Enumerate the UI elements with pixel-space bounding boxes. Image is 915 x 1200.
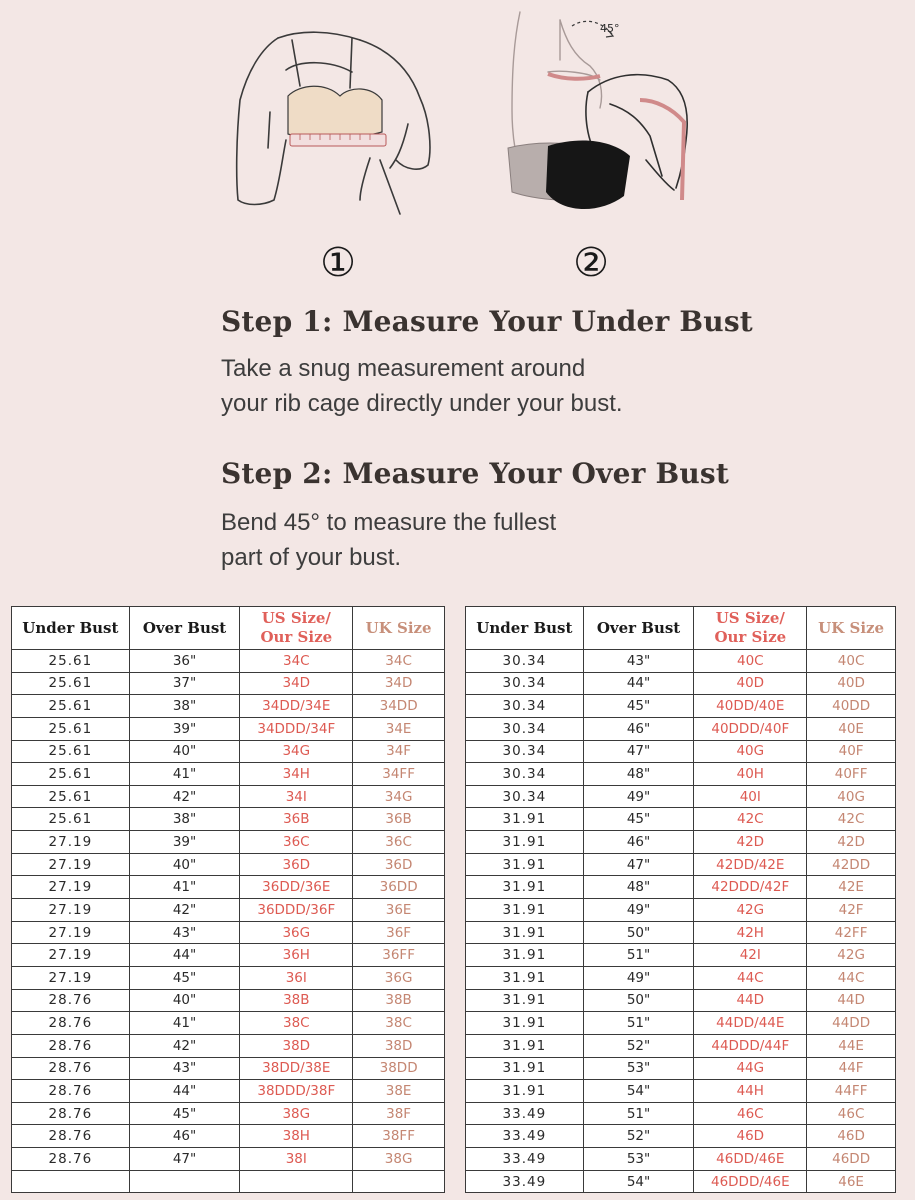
bra-shape bbox=[288, 86, 382, 137]
us-size-cell: 46DDD/46E bbox=[694, 1170, 807, 1193]
table-row bbox=[12, 672, 445, 695]
table-row bbox=[12, 1125, 445, 1148]
under-bust-cell: 25.61 bbox=[12, 717, 130, 740]
table-row bbox=[466, 1034, 896, 1057]
uk-size-cell: 46DD bbox=[807, 1148, 896, 1171]
table-row bbox=[466, 831, 896, 854]
over-bust-cell: 52" bbox=[583, 1034, 694, 1057]
over-bust-cell: 51" bbox=[583, 1012, 694, 1035]
us-size-cell: 34I bbox=[240, 785, 353, 808]
step-2-title: Step 2: Measure Your Over Bust bbox=[221, 457, 730, 490]
step-1-line-2: your rib cage directly under your bust. bbox=[221, 390, 623, 417]
under-bust-cell: 30.34 bbox=[466, 717, 584, 740]
table-row bbox=[466, 763, 896, 786]
uk-size-cell: 44FF bbox=[807, 1080, 896, 1103]
over-bust-cell: 47" bbox=[583, 853, 694, 876]
uk-size-cell: 44E bbox=[807, 1034, 896, 1057]
under-bust-cell: 30.34 bbox=[466, 650, 584, 673]
uk-size-cell: 44C bbox=[807, 966, 896, 989]
over-bust-cell: 39" bbox=[129, 717, 240, 740]
table-row bbox=[12, 808, 445, 831]
over-bust-cell: 38" bbox=[129, 695, 240, 718]
uk-size-cell: 34C bbox=[353, 650, 445, 673]
table-row bbox=[466, 717, 896, 740]
table-row bbox=[12, 717, 445, 740]
over-bust-cell: 40" bbox=[129, 740, 240, 763]
measuring-tape bbox=[290, 134, 386, 146]
over-bust-cell: 50" bbox=[583, 989, 694, 1012]
us-size-cell: 40I bbox=[694, 785, 807, 808]
uk-size-cell: 34E bbox=[353, 717, 445, 740]
step-2-description bbox=[221, 505, 741, 575]
under-bust-cell: 27.19 bbox=[12, 876, 130, 899]
table-row bbox=[12, 1080, 445, 1103]
uk-size-cell: 38B bbox=[353, 989, 445, 1012]
uk-size-header: UK Size bbox=[807, 607, 896, 650]
under-bust-cell: 28.76 bbox=[12, 1012, 130, 1035]
uk-size-cell: 44F bbox=[807, 1057, 896, 1080]
table-row bbox=[466, 989, 896, 1012]
under-bust-cell bbox=[12, 1170, 130, 1193]
table-row bbox=[12, 989, 445, 1012]
us-size-cell: 42I bbox=[694, 944, 807, 967]
table-row bbox=[12, 966, 445, 989]
over-bust-cell: 54" bbox=[583, 1170, 694, 1193]
step-1-marker: ① bbox=[320, 240, 356, 286]
table-row bbox=[12, 1148, 445, 1171]
us-size-cell: 36G bbox=[240, 921, 353, 944]
step-1-title: Step 1: Measure Your Under Bust bbox=[221, 305, 753, 338]
over-bust-header: Over Bust bbox=[129, 607, 240, 650]
uk-size-cell: 40D bbox=[807, 672, 896, 695]
table-row bbox=[466, 899, 896, 922]
us-size-cell: 42D bbox=[694, 831, 807, 854]
over-bust-cell: 41" bbox=[129, 763, 240, 786]
over-bust-cell: 49" bbox=[583, 785, 694, 808]
over-bust-cell: 45" bbox=[583, 695, 694, 718]
table-row bbox=[466, 1080, 896, 1103]
over-bust-cell: 44" bbox=[129, 944, 240, 967]
uk-size-cell: 42G bbox=[807, 944, 896, 967]
under-bust-cell: 27.19 bbox=[12, 899, 130, 922]
us-size-cell: 42DDD/42F bbox=[694, 876, 807, 899]
uk-size-cell: 40C bbox=[807, 650, 896, 673]
under-bust-cell: 33.49 bbox=[466, 1148, 584, 1171]
us-size-header-line-1: US Size/ bbox=[715, 609, 785, 627]
under-bust-cell: 25.61 bbox=[12, 695, 130, 718]
uk-size-cell: 40E bbox=[807, 717, 896, 740]
under-bust-cell: 30.34 bbox=[466, 785, 584, 808]
uk-size-cell: 38DD bbox=[353, 1057, 445, 1080]
under-bust-header: Under Bust bbox=[466, 607, 584, 650]
uk-size-cell: 34FF bbox=[353, 763, 445, 786]
over-bust-cell: 45" bbox=[129, 966, 240, 989]
uk-size-cell: 36C bbox=[353, 831, 445, 854]
us-size-cell: 38H bbox=[240, 1125, 353, 1148]
over-bust-cell: 46" bbox=[583, 717, 694, 740]
under-bust-cell: 28.76 bbox=[12, 1034, 130, 1057]
under-bust-cell: 33.49 bbox=[466, 1170, 584, 1193]
us-size-cell: 36D bbox=[240, 853, 353, 876]
uk-size-cell: 36B bbox=[353, 808, 445, 831]
under-bust-cell: 30.34 bbox=[466, 695, 584, 718]
table-row bbox=[12, 944, 445, 967]
over-bust-cell: 49" bbox=[583, 966, 694, 989]
us-size-cell: 40D bbox=[694, 672, 807, 695]
under-bust-cell: 28.76 bbox=[12, 1057, 130, 1080]
over-bust-cell: 52" bbox=[583, 1125, 694, 1148]
uk-size-cell: 34F bbox=[353, 740, 445, 763]
us-size-cell: 36DD/36E bbox=[240, 876, 353, 899]
black-brief bbox=[546, 141, 630, 209]
us-size-cell: 44H bbox=[694, 1080, 807, 1103]
uk-size-cell: 38D bbox=[353, 1034, 445, 1057]
uk-size-cell: 36G bbox=[353, 966, 445, 989]
table-row bbox=[12, 899, 445, 922]
uk-size-cell: 42DD bbox=[807, 853, 896, 876]
angle-label: 45° bbox=[600, 22, 620, 35]
uk-size-cell: 38C bbox=[353, 1012, 445, 1035]
uk-size-cell: 38F bbox=[353, 1102, 445, 1125]
over-bust-cell: 40" bbox=[129, 853, 240, 876]
upright-tape bbox=[548, 74, 600, 79]
table-row bbox=[466, 1170, 896, 1193]
us-size-cell: 42DD/42E bbox=[694, 853, 807, 876]
under-bust-cell: 25.61 bbox=[12, 672, 130, 695]
table-row bbox=[12, 763, 445, 786]
table-row bbox=[466, 944, 896, 967]
under-bust-cell: 25.61 bbox=[12, 740, 130, 763]
uk-size-cell: 36E bbox=[353, 899, 445, 922]
table-row bbox=[12, 695, 445, 718]
uk-size-cell: 38G bbox=[353, 1148, 445, 1171]
table-row bbox=[466, 1057, 896, 1080]
table-row bbox=[12, 1057, 445, 1080]
under-bust-cell: 25.61 bbox=[12, 650, 130, 673]
under-bust-header: Under Bust bbox=[12, 607, 130, 650]
us-size-cell: 38I bbox=[240, 1148, 353, 1171]
us-size-cell: 38D bbox=[240, 1034, 353, 1057]
table-row bbox=[466, 650, 896, 673]
under-bust-cell: 30.34 bbox=[466, 740, 584, 763]
uk-size-cell: 40G bbox=[807, 785, 896, 808]
under-bust-cell: 30.34 bbox=[466, 763, 584, 786]
us-size-cell: 44DD/44E bbox=[694, 1012, 807, 1035]
under-bust-cell: 31.91 bbox=[466, 989, 584, 1012]
over-bust-cell: 53" bbox=[583, 1148, 694, 1171]
uk-size-cell: 34G bbox=[353, 785, 445, 808]
us-size-cell: 40G bbox=[694, 740, 807, 763]
over-bust-cell: 42" bbox=[129, 785, 240, 808]
over-bust-cell: 48" bbox=[583, 876, 694, 899]
uk-size-cell: 36F bbox=[353, 921, 445, 944]
table-row bbox=[12, 1012, 445, 1035]
under-bust-cell: 27.19 bbox=[12, 921, 130, 944]
over-bust-cell: 43" bbox=[129, 1057, 240, 1080]
us-size-header bbox=[694, 607, 807, 650]
over-bust-cell: 48" bbox=[583, 763, 694, 786]
measurement-illustrations bbox=[0, 0, 915, 300]
table-row bbox=[466, 921, 896, 944]
uk-size-header: UK Size bbox=[353, 607, 445, 650]
step-2-marker: ② bbox=[573, 240, 609, 286]
under-bust-cell: 31.91 bbox=[466, 1012, 584, 1035]
uk-size-cell: 42C bbox=[807, 808, 896, 831]
over-bust-cell: 45" bbox=[129, 1102, 240, 1125]
uk-size-cell: 40DD bbox=[807, 695, 896, 718]
uk-size-cell: 40FF bbox=[807, 763, 896, 786]
under-bust-cell: 31.91 bbox=[466, 831, 584, 854]
under-bust-cell: 31.91 bbox=[466, 944, 584, 967]
us-size-cell: 44C bbox=[694, 966, 807, 989]
step-1-line-1: Take a snug measurement around bbox=[221, 355, 586, 382]
over-bust-cell: 46" bbox=[129, 1125, 240, 1148]
us-size-cell: 40DDD/40F bbox=[694, 717, 807, 740]
over-bust-cell: 53" bbox=[583, 1057, 694, 1080]
over-bust-cell: 41" bbox=[129, 876, 240, 899]
under-bust-cell: 27.19 bbox=[12, 831, 130, 854]
table-row bbox=[466, 740, 896, 763]
us-size-cell: 40DD/40E bbox=[694, 695, 807, 718]
over-bust-cell: 43" bbox=[583, 650, 694, 673]
us-size-cell: 44DDD/44F bbox=[694, 1034, 807, 1057]
over-bust-cell: 44" bbox=[583, 672, 694, 695]
us-size-cell: 38G bbox=[240, 1102, 353, 1125]
table-row bbox=[12, 1170, 445, 1193]
us-size-cell: 36C bbox=[240, 831, 353, 854]
table-row bbox=[12, 831, 445, 854]
over-bust-cell: 39" bbox=[129, 831, 240, 854]
over-bust-cell: 37" bbox=[129, 672, 240, 695]
over-bust-cell: 50" bbox=[583, 921, 694, 944]
size-chart-header bbox=[12, 607, 445, 650]
over-bust-cell: 36" bbox=[129, 650, 240, 673]
table-row bbox=[466, 1125, 896, 1148]
us-size-cell: 40H bbox=[694, 763, 807, 786]
us-size-cell: 34D bbox=[240, 672, 353, 695]
over-bust-cell bbox=[129, 1170, 240, 1193]
size-chart-right bbox=[465, 606, 896, 1193]
us-size-cell: 44D bbox=[694, 989, 807, 1012]
table-row bbox=[12, 921, 445, 944]
table-row bbox=[12, 785, 445, 808]
over-bust-cell: 45" bbox=[583, 808, 694, 831]
table-row bbox=[12, 876, 445, 899]
table-row bbox=[466, 672, 896, 695]
uk-size-cell: 44DD bbox=[807, 1012, 896, 1035]
size-chart-header bbox=[466, 607, 896, 650]
uk-size-cell: 38E bbox=[353, 1080, 445, 1103]
uk-size-cell: 46C bbox=[807, 1102, 896, 1125]
table-row bbox=[466, 1102, 896, 1125]
uk-size-cell: 44D bbox=[807, 989, 896, 1012]
us-size-cell: 38C bbox=[240, 1012, 353, 1035]
over-bust-cell: 49" bbox=[583, 899, 694, 922]
table-row bbox=[466, 853, 896, 876]
us-size-cell: 38DD/38E bbox=[240, 1057, 353, 1080]
uk-size-cell: 42F bbox=[807, 899, 896, 922]
over-bust-header: Over Bust bbox=[583, 607, 694, 650]
us-size-cell: 36H bbox=[240, 944, 353, 967]
us-size-cell: 34G bbox=[240, 740, 353, 763]
under-bust-cell: 30.34 bbox=[466, 672, 584, 695]
us-size-cell: 40C bbox=[694, 650, 807, 673]
uk-size-cell: 42D bbox=[807, 831, 896, 854]
uk-size-cell: 34DD bbox=[353, 695, 445, 718]
under-bust-cell: 27.19 bbox=[12, 853, 130, 876]
us-size-cell: 46D bbox=[694, 1125, 807, 1148]
us-size-cell: 36B bbox=[240, 808, 353, 831]
uk-size-cell: 38FF bbox=[353, 1125, 445, 1148]
under-bust-cell: 31.91 bbox=[466, 808, 584, 831]
under-bust-cell: 28.76 bbox=[12, 1148, 130, 1171]
over-bust-cell: 41" bbox=[129, 1012, 240, 1035]
uk-size-cell bbox=[353, 1170, 445, 1193]
over-bust-cell: 38" bbox=[129, 808, 240, 831]
us-size-header-line-2: Our Size bbox=[260, 628, 333, 646]
uk-size-cell: 46E bbox=[807, 1170, 896, 1193]
under-bust-cell: 31.91 bbox=[466, 876, 584, 899]
table-row bbox=[466, 695, 896, 718]
table-row bbox=[12, 650, 445, 673]
us-size-cell: 42H bbox=[694, 921, 807, 944]
us-size-cell: 44G bbox=[694, 1057, 807, 1080]
under-bust-cell: 27.19 bbox=[12, 944, 130, 967]
under-bust-cell: 33.49 bbox=[466, 1102, 584, 1125]
under-bust-cell: 25.61 bbox=[12, 808, 130, 831]
over-bust-cell: 54" bbox=[583, 1080, 694, 1103]
over-bust-cell: 51" bbox=[583, 944, 694, 967]
uk-size-cell: 42E bbox=[807, 876, 896, 899]
table-row bbox=[12, 853, 445, 876]
us-size-header bbox=[240, 607, 353, 650]
over-bust-cell: 47" bbox=[583, 740, 694, 763]
uk-size-cell: 40F bbox=[807, 740, 896, 763]
us-size-header-line-1: US Size/ bbox=[261, 609, 331, 627]
under-bust-cell: 27.19 bbox=[12, 966, 130, 989]
under-bust-cell: 31.91 bbox=[466, 853, 584, 876]
table-row bbox=[12, 1034, 445, 1057]
uk-size-cell: 36D bbox=[353, 853, 445, 876]
under-bust-cell: 25.61 bbox=[12, 785, 130, 808]
us-size-cell: 46C bbox=[694, 1102, 807, 1125]
over-bust-cell: 44" bbox=[129, 1080, 240, 1103]
over-bust-cell: 43" bbox=[129, 921, 240, 944]
over-bust-cell: 47" bbox=[129, 1148, 240, 1171]
table-row bbox=[466, 785, 896, 808]
step-2-line-1: Bend 45° to measure the fullest bbox=[221, 509, 557, 536]
table-row bbox=[466, 876, 896, 899]
under-bust-cell: 28.76 bbox=[12, 1102, 130, 1125]
uk-size-cell: 42FF bbox=[807, 921, 896, 944]
table-row bbox=[12, 740, 445, 763]
under-bust-cell: 25.61 bbox=[12, 763, 130, 786]
table-row bbox=[466, 1148, 896, 1171]
under-bust-cell: 31.91 bbox=[466, 1034, 584, 1057]
us-size-cell: 46DD/46E bbox=[694, 1148, 807, 1171]
under-bust-cell: 31.91 bbox=[466, 966, 584, 989]
us-size-cell: 36DDD/36F bbox=[240, 899, 353, 922]
over-bust-cell: 46" bbox=[583, 831, 694, 854]
step-1-description bbox=[221, 351, 741, 421]
us-size-cell: 38DDD/38F bbox=[240, 1080, 353, 1103]
under-bust-cell: 31.91 bbox=[466, 899, 584, 922]
uk-size-cell: 36DD bbox=[353, 876, 445, 899]
step-2-line-2: part of your bust. bbox=[221, 544, 402, 571]
under-bust-cell: 33.49 bbox=[466, 1125, 584, 1148]
over-bust-cell: 40" bbox=[129, 989, 240, 1012]
table-row bbox=[466, 808, 896, 831]
uk-size-cell: 34D bbox=[353, 672, 445, 695]
table-row bbox=[12, 1102, 445, 1125]
us-size-header-line-2: Our Size bbox=[714, 628, 787, 646]
us-size-cell: 34DD/34E bbox=[240, 695, 353, 718]
over-bust-cell: 42" bbox=[129, 899, 240, 922]
us-size-cell: 38B bbox=[240, 989, 353, 1012]
us-size-cell: 36I bbox=[240, 966, 353, 989]
over-bust-cell: 51" bbox=[583, 1102, 694, 1125]
over-bust-cell: 42" bbox=[129, 1034, 240, 1057]
table-row bbox=[466, 1012, 896, 1035]
us-size-cell: 42C bbox=[694, 808, 807, 831]
under-bust-cell: 28.76 bbox=[12, 1125, 130, 1148]
us-size-cell bbox=[240, 1170, 353, 1193]
us-size-cell: 34DDD/34F bbox=[240, 717, 353, 740]
us-size-cell: 34H bbox=[240, 763, 353, 786]
under-bust-cell: 28.76 bbox=[12, 989, 130, 1012]
table-row bbox=[466, 966, 896, 989]
under-bust-cell: 31.91 bbox=[466, 921, 584, 944]
us-size-cell: 34C bbox=[240, 650, 353, 673]
uk-size-cell: 46D bbox=[807, 1125, 896, 1148]
under-bust-cell: 28.76 bbox=[12, 1080, 130, 1103]
uk-size-cell: 36FF bbox=[353, 944, 445, 967]
under-bust-cell: 31.91 bbox=[466, 1080, 584, 1103]
under-bust-cell: 31.91 bbox=[466, 1057, 584, 1080]
us-size-cell: 42G bbox=[694, 899, 807, 922]
size-chart-left bbox=[11, 606, 445, 1193]
